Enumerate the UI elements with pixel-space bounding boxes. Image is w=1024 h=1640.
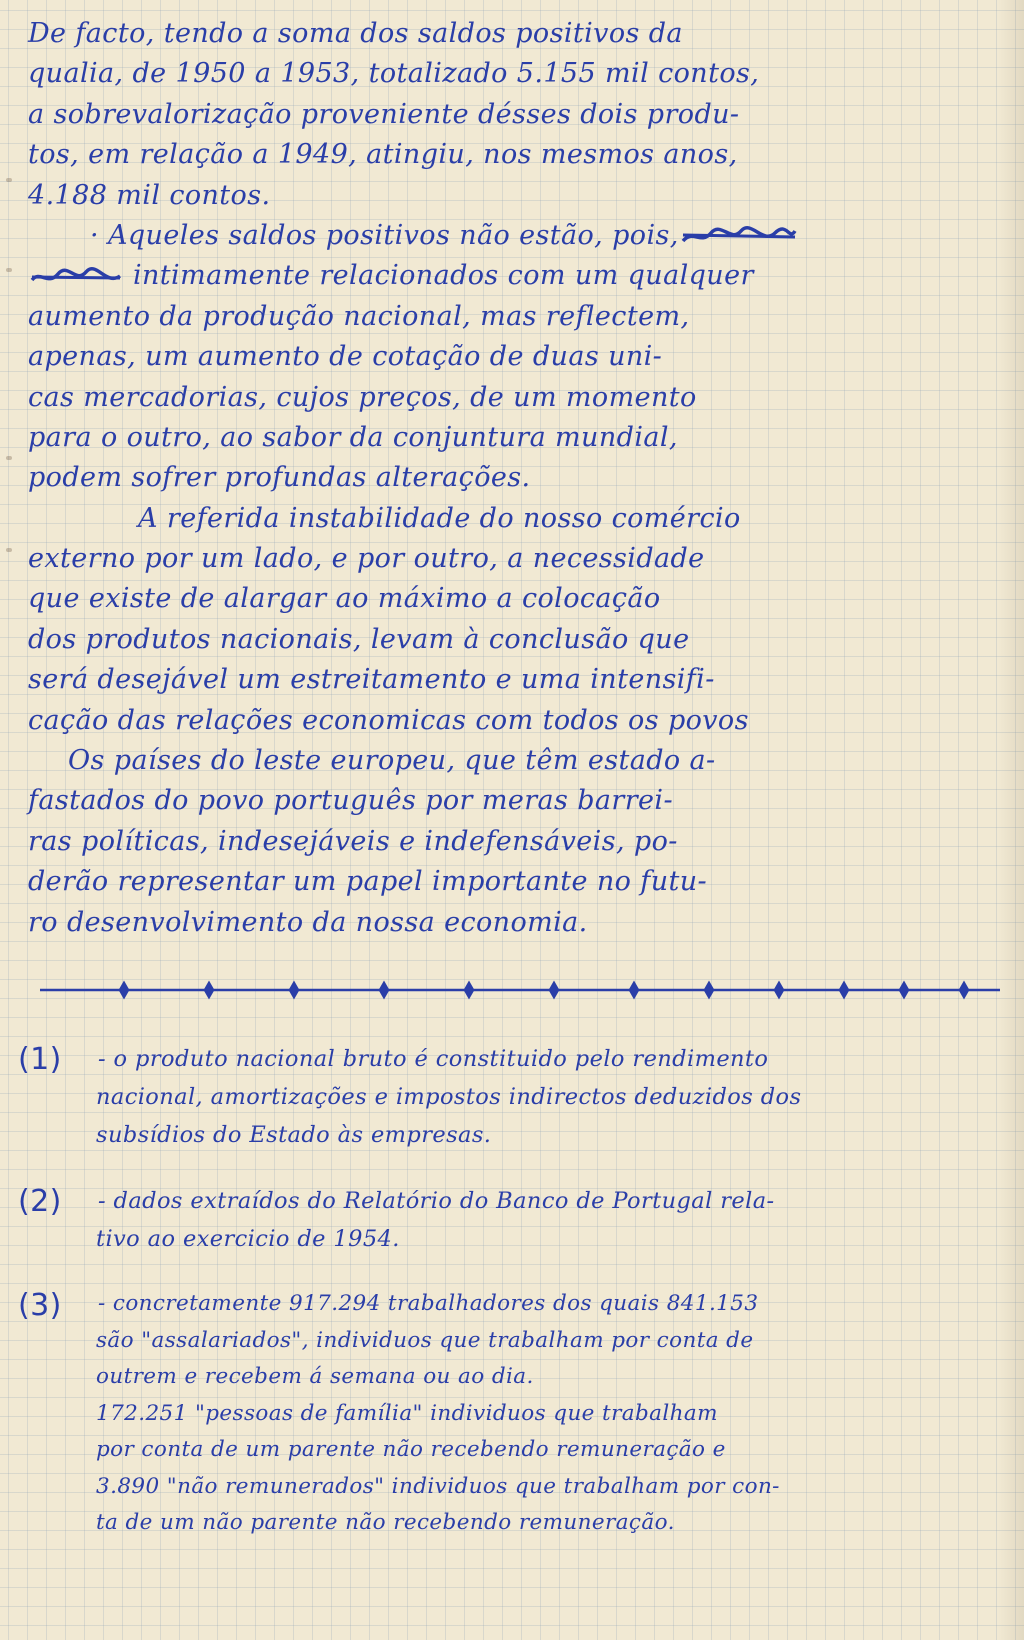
crossed-out-word-icon [28,266,124,288]
footnote-line: 172.251 "pessoas de família" individuos que trabalham [96,1400,718,1426]
footnote-line: outrem e recebem á semana ou ao dia. [96,1364,534,1389]
text-line: dos produtos nacionais, levam à conclusão que [28,623,690,655]
text-line: derão representar um papel importante no futu- [28,866,708,898]
text-line: para o outro, ao sabor da conjuntura mundial, [28,421,678,453]
text-line [28,256,993,296]
footnote-number: (2) [18,1184,62,1219]
text-line: fastados do povo português por meras barrei- [28,785,673,817]
text-line: 4.188 mil contos. [28,179,271,211]
footnote-3 [18,1286,1008,1542]
text-line: ras políticas, indesejáveis e indefensáveis, po- [28,825,678,857]
text-line: De facto, tendo a soma dos saldos positivos da [28,18,683,49]
main-text [28,14,993,943]
text-line: que existe de alargar ao máximo a colocação [28,583,661,615]
text-line: será desejável um estreitamento e uma intensifi- [28,664,715,696]
margin-mark [6,456,12,460]
text-line: cas mercadorias, cujos preços, de um momento [28,381,697,413]
footnote-line: tivo ao exercicio de 1954. [96,1226,400,1252]
footnote-line: - dados extraídos do Relatório do Banco de Portugal rela- [98,1188,775,1214]
footnote-line: nacional, amortizações e impostos indirectos deduzidos dos [96,1084,802,1110]
text-line: apenas, um aumento de cotação de duas uni- [28,341,663,373]
text-line: a sobrevalorização proveniente désses dois produ- [28,98,740,130]
footnote-line: - o produto nacional bruto é constituido pelo rendimento [98,1046,769,1072]
footnote-2 [18,1182,1008,1258]
text-line: Os países do leste europeu, que têm estado a- [68,745,716,777]
footnote-1 [18,1040,1008,1154]
crossed-out-word-icon [679,225,797,247]
margin-mark [6,178,12,182]
text-fragment: · Aqueles saldos positivos não estão, pois, [90,219,679,251]
text-line: cação das relações economicas com todos os povos [28,704,749,736]
text-line: qualia, de 1950 a 1953, totalizado 5.155 mil contos, [28,58,760,90]
footnote-line: - concretamente 917.294 trabalhadores dos quais 841.153 [98,1291,759,1316]
star-dash-divider-icon [40,975,1000,1005]
text-line: tos, em relação a 1949, atingiu, nos mesmos anos, [28,139,738,171]
text-fragment: intimamente relacionados com um qualquer [132,260,754,292]
margin-mark [6,268,12,272]
text-line: ro desenvolvimento da nossa economia. [28,906,588,938]
text-line: externo por um lado, e por outro, a necessidade [28,543,705,575]
margin-mark [6,548,12,552]
footnote-line: 3.890 "não remunerados" individuos que trabalham por con- [96,1473,780,1499]
footnotes [18,1040,1008,1570]
footnote-number: (3) [18,1288,62,1323]
text-line: A referida instabilidade do nosso comércio [138,502,741,534]
footnote-line: por conta de um parente não recebendo remuneração e [96,1437,726,1462]
text-line: aumento da produção nacional, mas reflectem, [28,300,690,332]
footnote-line: são "assalariados", individuos que trabalham por conta de [96,1327,754,1353]
footnote-line: subsídios do Estado às empresas. [96,1122,492,1148]
text-line: podem sofrer profundas alterações. [28,462,531,494]
text-line [28,216,993,256]
footnote-line: ta de um não parente não recebendo remuneração. [96,1510,675,1535]
footnote-number: (1) [18,1042,62,1077]
